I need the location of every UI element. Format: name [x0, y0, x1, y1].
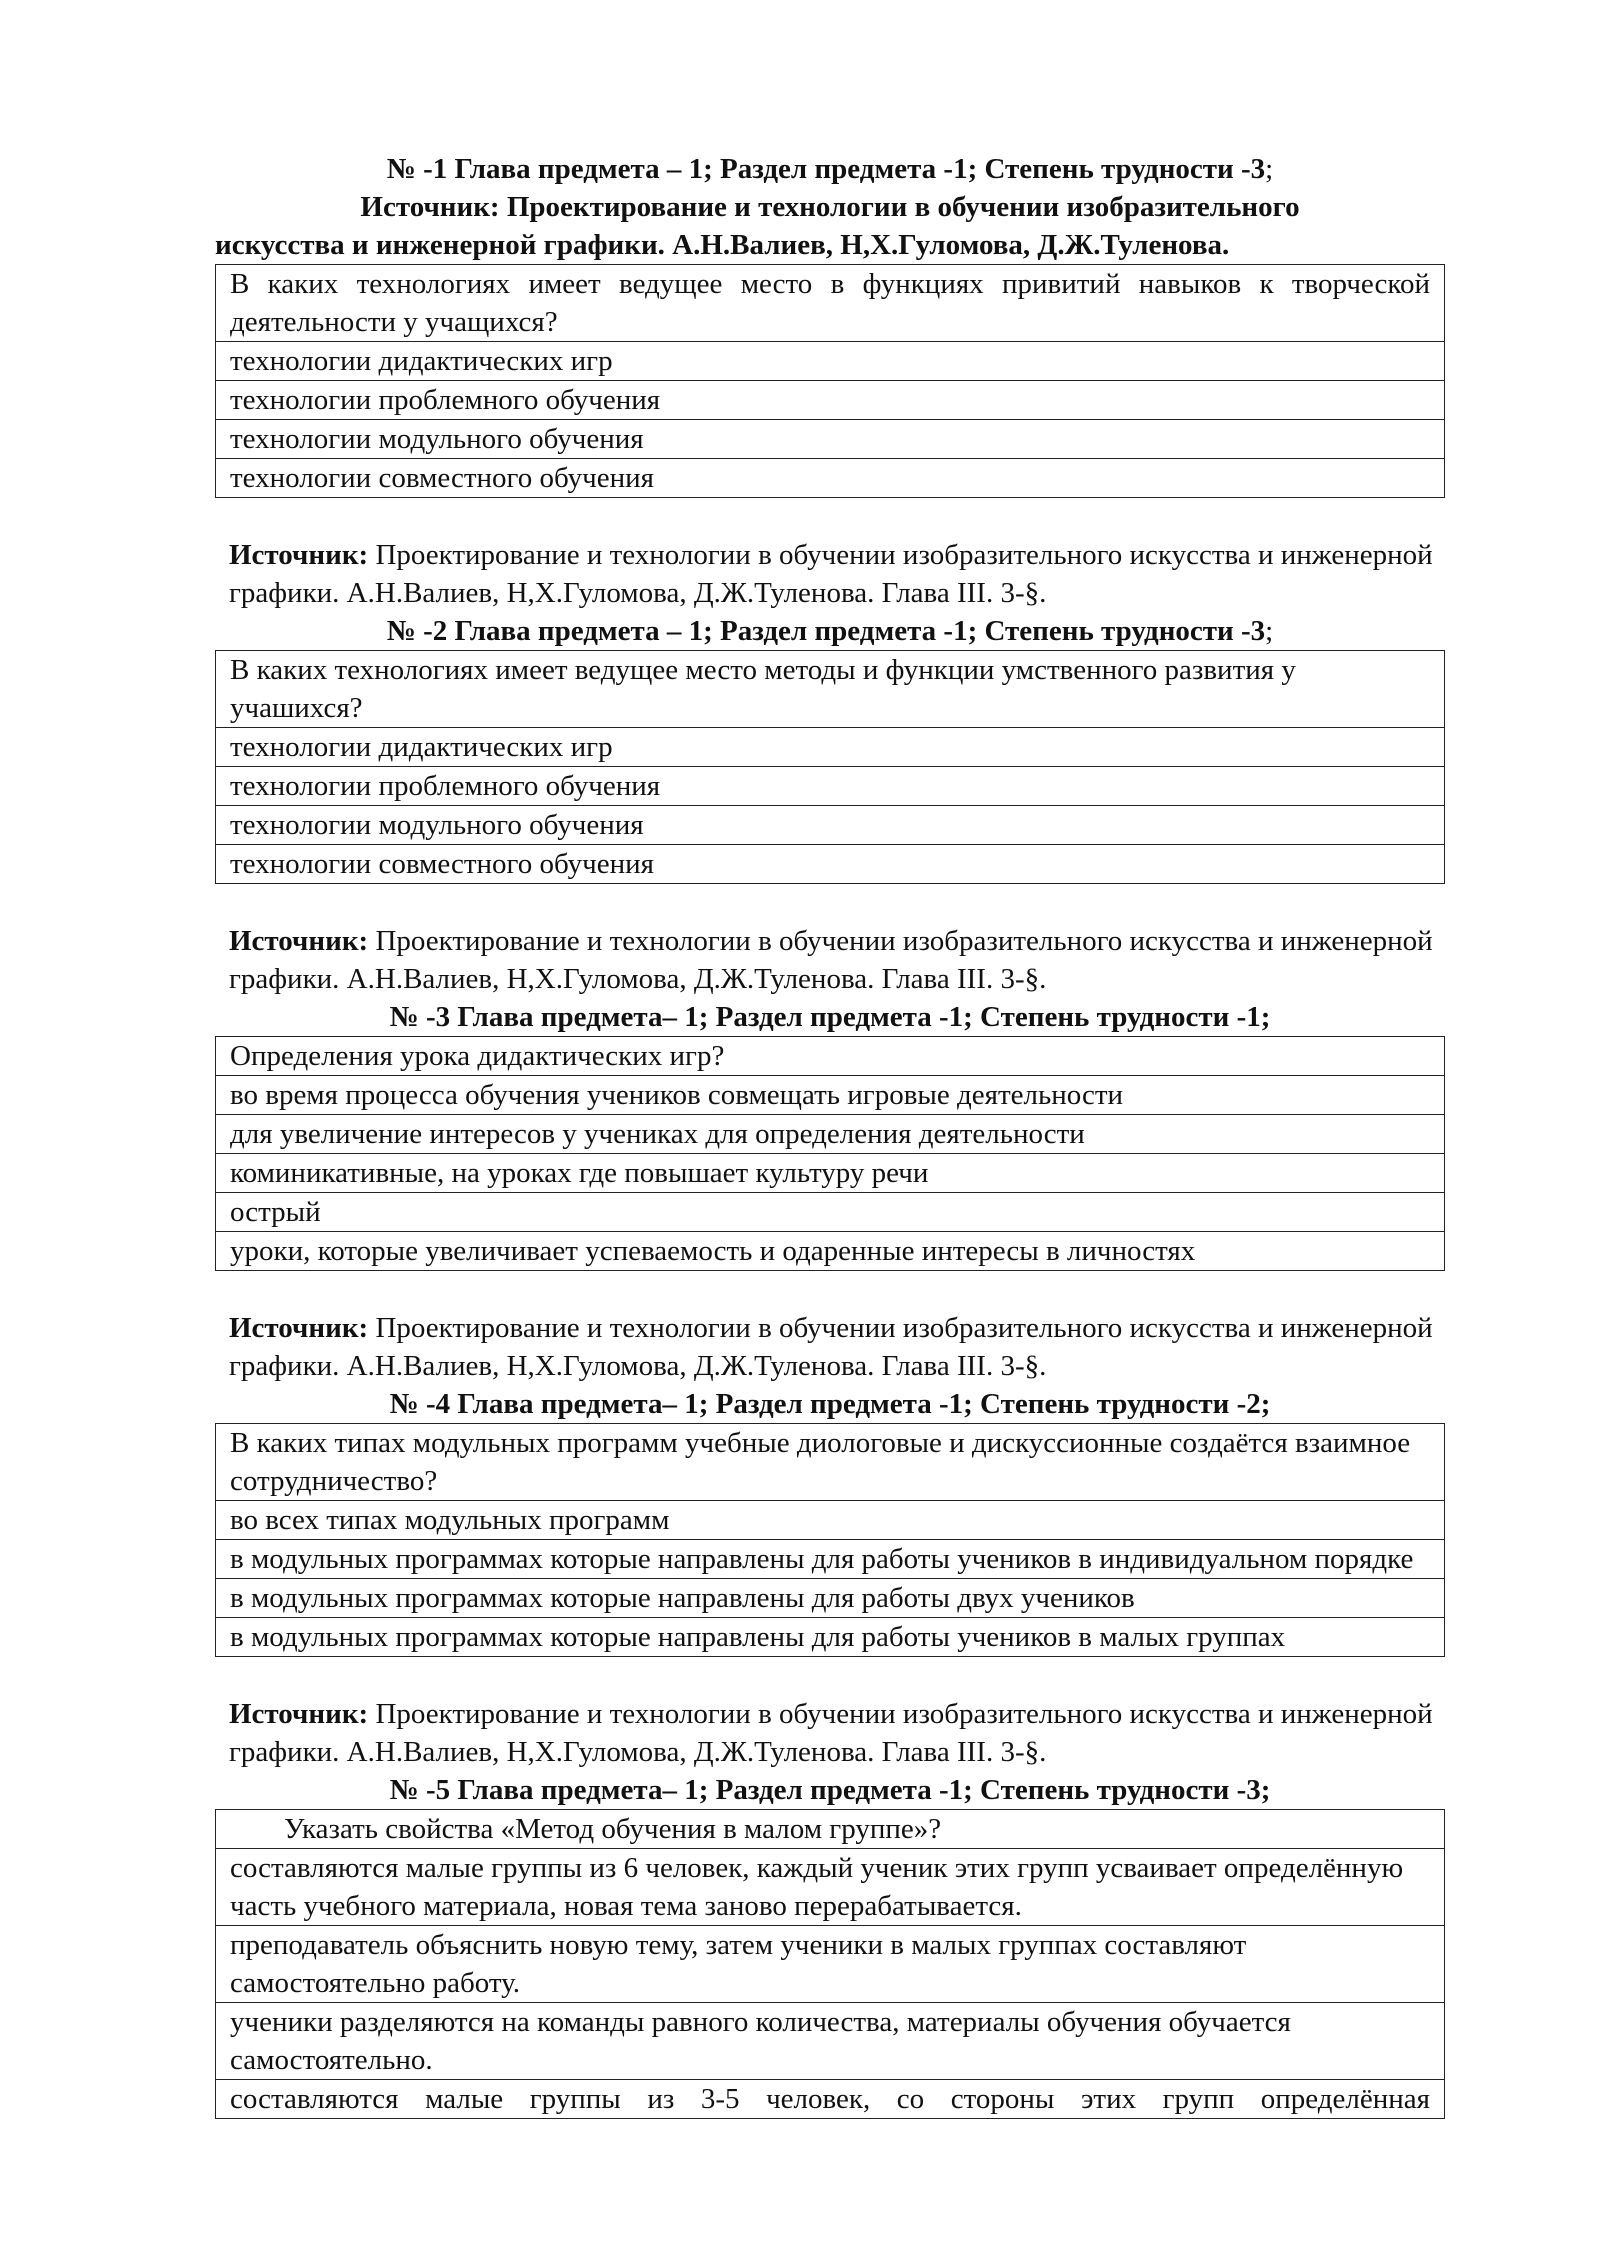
q2-answer-1: технологии дидактических игр — [216, 728, 1445, 767]
q2-header: № -2 Глава предмета – 1; Раздел предмета -1; Степень трудности -3 — [386, 615, 1266, 647]
q5-source — [215, 1695, 1445, 1771]
table-row — [216, 1424, 1445, 1501]
q5-answer-1: составляются малые группы из 6 человек, каждый ученик этих групп усваивает определённую часть учебного материала, новая тема заново перерабатывается. — [216, 1849, 1445, 1926]
q5-source-text: Проектирование и технологии в обучении изобразительного искусства и инженерной графики. А.Н.Валиев, Н,Х.Гуломова, Д.Ж.Туленова. Глава III. 3-§. — [229, 1698, 1433, 1768]
q2-header-block: № -2 Глава предмета – 1; Раздел предмета -1; Степень трудности -3; — [386, 615, 1274, 647]
q3-answer-1: во время процесса обучения учеников совмещать игровые деятельности — [216, 1076, 1445, 1115]
table-row — [216, 767, 1445, 806]
q5-header: № -5 Глава предмета– 1; Раздел предмета -1; Степень трудности -3; — [389, 1774, 1271, 1806]
q2-source-text: Проектирование и технологии в обучении изобразительного искусства и инженерной графики. А.Н.Валиев, Н,Х.Гуломова, Д.Ж.Туленова. Глава III. 3-§. — [229, 539, 1433, 609]
q4-source-label: Источник: — [229, 1312, 369, 1344]
q2-answer-2: технологии проблемного обучения — [216, 767, 1445, 806]
q3-answer-3: коминикативные, на уроках где повышает культуру речи — [216, 1154, 1445, 1193]
table-row — [216, 806, 1445, 845]
table-row — [216, 1193, 1445, 1232]
q1-answer-2: технологии проблемного обучения — [216, 381, 1445, 420]
q1-header-block: № -1 Глава предмета – 1; Раздел предмета -1; Степень трудности -3; Источник: Проектирование и технологии в обучении изобразительного искусства и инженерной графики. А.Н.Валиев, Н,Х.Гуломова, Д.Ж.Туленова. — [215, 150, 1445, 264]
q4-table — [215, 1423, 1445, 1657]
q5-table — [215, 1809, 1445, 2119]
q1-source-line1: Источник: Проектирование и технологии в обучении изобразительного — [360, 191, 1300, 223]
table-row — [216, 1154, 1445, 1193]
q3-source-text: Проектирование и технологии в обучении изобразительного искусства и инженерной графики. А.Н.Валиев, Н,Х.Гуломова, Д.Ж.Туленова. Глава III. 3-§. — [229, 925, 1433, 995]
q3-answer-5: уроки, которые увеличивает успеваемость и одаренные интересы в личностях — [216, 1232, 1445, 1271]
q3-answer-2: для увеличение интересов у учениках для определения деятельности — [216, 1115, 1445, 1154]
q2-table — [215, 650, 1445, 884]
q1-question: В каких технологиях имеет ведущее место в функциях привитий навыков к творческой деятельности у учащихся? — [216, 265, 1445, 342]
table-row — [216, 1037, 1445, 1076]
q1-header: № -1 Глава предмета – 1; Раздел предмета -1; Степень трудности -3 — [386, 153, 1266, 185]
q2-source-label: Источник: — [229, 539, 369, 571]
q4-header: № -4 Глава предмета– 1; Раздел предмета -1; Степень трудности -2; — [389, 1388, 1271, 1420]
table-row — [216, 1810, 1445, 1849]
q4-source-text: Проектирование и технологии в обучении изобразительного искусства и инженерной графики. А.Н.Валиев, Н,Х.Гуломова, Д.Ж.Туленова. Глава III. 3-§. — [229, 1312, 1433, 1382]
q3-source — [215, 922, 1445, 998]
q1-source-line2: искусства и инженерной графики. А.Н.Валиев, Н,Х.Гуломова, Д.Ж.Туленова. — [215, 229, 1230, 261]
q5-answer-3: ученики разделяются на команды равного количества, материалы обучения обучается самостоятельно. — [216, 2003, 1445, 2080]
q1-table — [215, 264, 1445, 498]
table-row — [216, 1115, 1445, 1154]
q3-header: № -3 Глава предмета– 1; Раздел предмета -1; Степень трудности -1; — [389, 1001, 1271, 1033]
q4-answer-3: в модульных программах которые направлены для работы двух учеников — [216, 1579, 1445, 1618]
table-row — [216, 1232, 1445, 1271]
table-row — [216, 420, 1445, 459]
q3-answer-4: острый — [216, 1193, 1445, 1232]
q2-answer-4: технологии совместного обучения — [216, 845, 1445, 884]
table-row — [216, 342, 1445, 381]
q5-question: Указать свойства «Метод обучения в малом группе»? — [216, 1810, 1445, 1849]
q4-answer-4: в модульных программах которые направлены для работы учеников в малых группах — [216, 1618, 1445, 1657]
table-row — [216, 1579, 1445, 1618]
q3-source-label: Источник: — [229, 925, 369, 957]
q4-answer-1: во всех типах модульных программ — [216, 1501, 1445, 1540]
table-row — [216, 845, 1445, 884]
table-row — [216, 2080, 1445, 2119]
table-row — [216, 1501, 1445, 1540]
q4-question: В каких типах модульных программ учебные диологовые и дискуссионные создаётся взаимное сотрудничество? — [216, 1424, 1445, 1501]
table-row — [216, 1540, 1445, 1579]
table-row — [216, 381, 1445, 420]
table-row — [216, 651, 1445, 728]
q2-question: В каких технологиях имеет ведущее место методы и функции умственного развития у учашихся? — [216, 651, 1445, 728]
table-row — [216, 1926, 1445, 2003]
q4-answer-2: в модульных программах которые направлены для работы учеников в индивидуальном порядке — [216, 1540, 1445, 1579]
q1-answer-3: технологии модульного обучения — [216, 420, 1445, 459]
table-row — [216, 459, 1445, 498]
q5-source-label: Источник: — [229, 1698, 369, 1730]
q5-answer-2: преподаватель объяснить новую тему, затем ученики в малых группах составляют самостоятельно работу. — [216, 1926, 1445, 2003]
q5-answer-4: составляются малые группы из 3-5 человек, со стороны этих групп определённая — [216, 2080, 1445, 2119]
table-row — [216, 2003, 1445, 2080]
q3-table — [215, 1036, 1445, 1271]
q1-answer-4: технологии совместного обучения — [216, 459, 1445, 498]
document-page — [215, 150, 1445, 2119]
q1-answer-1: технологии дидактических игр — [216, 342, 1445, 381]
q2-source — [215, 536, 1445, 612]
table-row — [216, 1618, 1445, 1657]
table-row — [216, 265, 1445, 342]
table-row — [216, 1076, 1445, 1115]
q4-source — [215, 1309, 1445, 1385]
table-row — [216, 1849, 1445, 1926]
q2-answer-3: технологии модульного обучения — [216, 806, 1445, 845]
q3-question: Определения урока дидактических игр? — [216, 1037, 1445, 1076]
table-row — [216, 728, 1445, 767]
